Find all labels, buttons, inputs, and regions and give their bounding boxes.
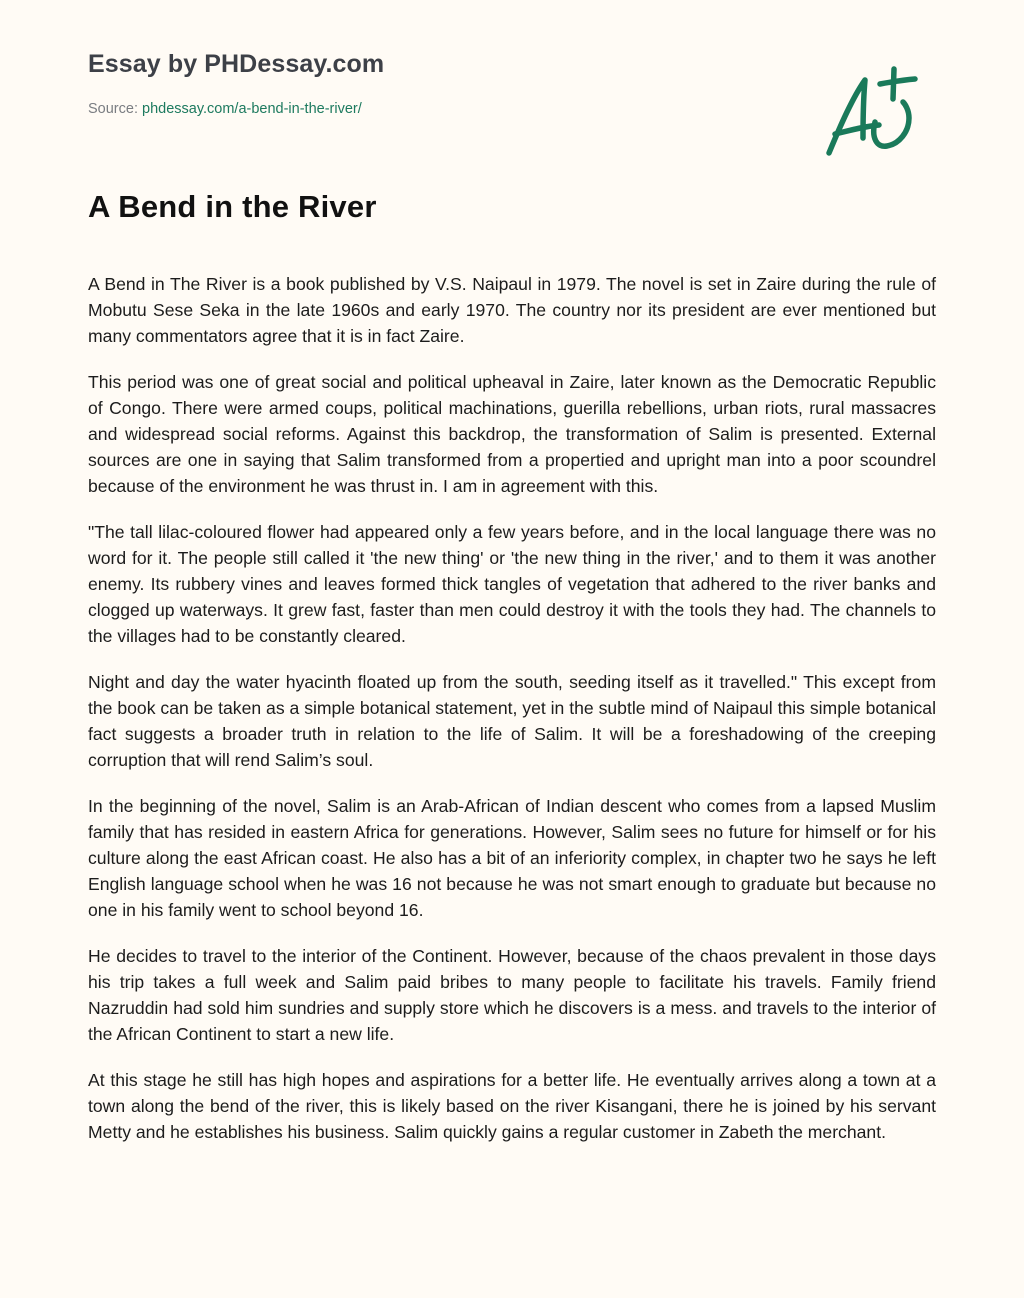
site-title: Essay by PHDessay.com bbox=[88, 50, 385, 78]
source-link[interactable]: phdessay.com/a-bend-in-the-river/ bbox=[142, 101, 362, 117]
essay-body bbox=[88, 271, 936, 1165]
paragraph: At this stage he still has high hopes and aspirations for a better life. He eventually arrives along a town at a town along the bend of the river, this is likely based on the river Kisangani, there he is joined by his servant Metty and he establishes his business. Salim quickly gains a regular customer in Zabeth the merchant. bbox=[88, 1070, 936, 1142]
paragraph: Night and day the water hyacinth floated up from the south, seeding itself as it travelled." This except from the book can be taken as a simple botanical statement, yet in the subtle mind of Naipaul this simple botanical fact suggests a broader truth in relation to the life of Salim. It will be a foreshadowing of the creeping corruption that will rend Salim’s soul. bbox=[88, 672, 936, 770]
a-plus-grade-icon bbox=[823, 62, 933, 162]
paragraph: This period was one of great social and political upheaval in Zaire, later known as the Democratic Republic of Congo. There were armed coups, political machinations, guerilla rebellions, urban riots, rural massacres and widespread social reforms. Against this backdrop, the transformation of Salim is presented. External sources are one in saying that Salim transformed from a propertied and upright man into a poor scoundrel because of the environment he was thrust in. I am in agreement with this. bbox=[88, 372, 936, 496]
paragraph: In the beginning of the novel, Salim is an Arab-African of Indian descent who comes from a lapsed Muslim family that has resided in eastern Africa for generations. However, Salim sees no future for himself or for his culture along the east African coast. He also has a bit of an inferiority complex, in chapter two he says he left English language school when he was 16 not because he was not smart enough to graduate but because no one in his family went to school beyond 16. bbox=[88, 796, 936, 920]
source-label: Source: bbox=[88, 101, 142, 117]
paragraph: "The tall lilac-coloured flower had appeared only a few years before, and in the local language there was no word for it. The people still called it 'the new thing' or 'the new thing in the river,' and to them it was another enemy. Its rubbery vines and leaves formed thick tangles of vegetation that adhered to the river banks and clogged up waterways. It grew fast, faster than men could destroy it with the tools they had. The channels to the villages had to be constantly cleared. bbox=[88, 522, 936, 646]
page-header bbox=[88, 0, 948, 170]
paragraph: He decides to travel to the interior of the Continent. However, because of the chaos prevalent in those days his trip takes a full week and Salim paid bribes to many people to facilitate his travels. Family friend Nazruddin had sold him sundries and supply store which he discovers is a mess. and travels to the interior of the African Continent to start a new life. bbox=[88, 946, 936, 1044]
document-title: A Bend in the River bbox=[88, 189, 377, 224]
paragraph: A Bend in The River is a book published by V.S. Naipaul in 1979. The novel is set in Zaire during the rule of Mobutu Sese Seka in the late 1960s and early 1970. The country nor its president are ever mentioned but many commentators agree that it is in fact Zaire. bbox=[88, 274, 936, 346]
source-line bbox=[88, 101, 362, 117]
